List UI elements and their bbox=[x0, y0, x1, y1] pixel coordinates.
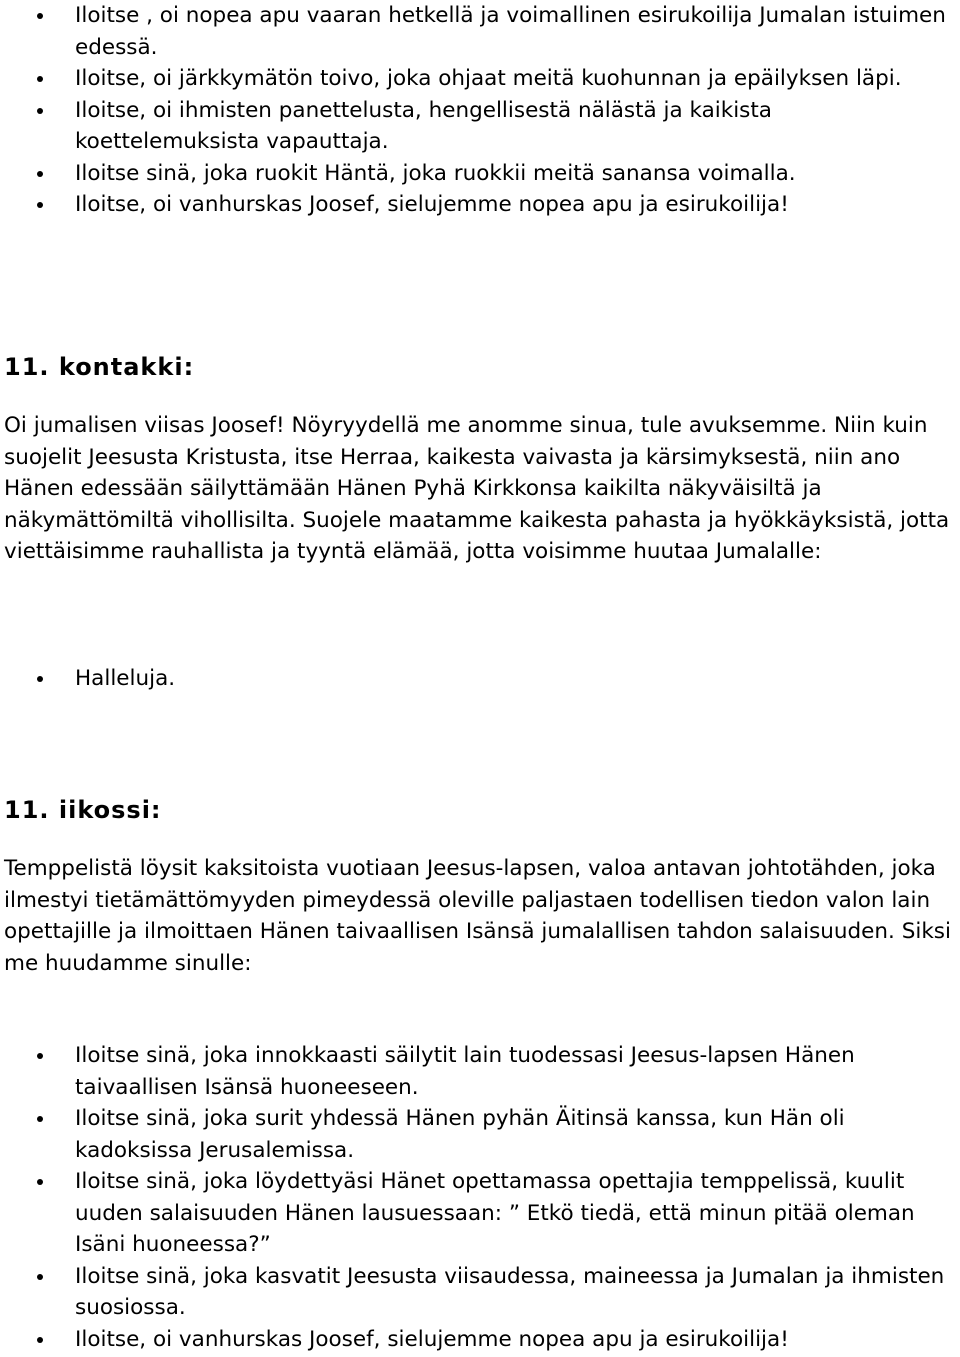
list-item: Iloitse sinä, joka surit yhdessä Hänen pyhän Äitinsä kanssa, kun Hän oli kadoksissa Jerusalemissa. bbox=[0, 1103, 960, 1166]
list-item: Halleluja. bbox=[0, 663, 960, 695]
list-item: Iloitse sinä, joka innokkaasti säilytit lain tuodessasi Jeesus-lapsen Hänen taivaallisen Isänsä huoneeseen. bbox=[0, 1040, 960, 1103]
ikossi-heading: 11. iikossi: bbox=[4, 796, 162, 824]
kontakki-paragraph: Oi jumalisen viisas Joosef! Nöyryydellä me anomme sinua, tule avuksemme. Niin kuin suojelit Jeesusta Kristusta, itse Herraa, kaikesta vaivasta ja kärsimyksestä, niin ano Hänen edessään säilyttämään Hänen Pyhä Kirkkonsa kaikilta näkyväisiltä ja näkymättömiltä vihollisilta. Suojele maatamme kaikesta pahasta ja hyökkäyksistä, jotta viettäisimme rauhallista ja tyyntä elämää, jotta voisimme huutaa Jumalalle: bbox=[4, 413, 950, 564]
list-item: Iloitse , oi nopea apu vaaran hetkellä ja voimallinen esirukoilija Jumalan istuimen edessä. bbox=[0, 0, 960, 63]
kontakki-heading: 11. kontakki: bbox=[4, 353, 195, 381]
list-item: Iloitse, oi vanhurskas Joosef, sielujemme nopea apu ja esirukoilija! bbox=[0, 189, 960, 221]
kontakki-refrain-list bbox=[0, 663, 960, 695]
ikossi-paragraph: Temppelistä löysit kaksitoista vuotiaan Jeesus-lapsen, valoa antavan johtotähden, joka ilmestyi tietämättömyyden pimeydessä oleville paljastaen todellisen tiedon valon lain opettajille ja ilmoittaen Hänen taivaallisen Isänsä jumalallisen tahdon salaisuuden. Siksi me huudamme sinulle: bbox=[4, 856, 951, 976]
list-item: Iloitse, oi ihmisten panettelusta, hengellisestä nälästä ja kaikista koettelemuksista vapauttaja. bbox=[0, 95, 960, 158]
top-bullet-list bbox=[0, 0, 960, 221]
list-item: Iloitse, oi vanhurskas Joosef, sielujemme nopea apu ja esirukoilija! bbox=[0, 1324, 960, 1356]
list-item: Iloitse, oi järkkymätön toivo, joka ohjaat meitä kuohunnan ja epäilyksen läpi. bbox=[0, 63, 960, 95]
list-item: Iloitse sinä, joka ruokit Häntä, joka ruokkii meitä sanansa voimalla. bbox=[0, 158, 960, 190]
list-item: Iloitse sinä, joka löydettyäsi Hänet opettamassa opettajia temppelissä, kuulit uuden salaisuuden Hänen lausuessaan: ” Etkö tiedä, että minun pitää oleman Isäni huoneessa?” bbox=[0, 1166, 960, 1261]
list-item: Iloitse sinä, joka kasvatit Jeesusta viisaudessa, maineessa ja Jumalan ja ihmisten suosiossa. bbox=[0, 1261, 960, 1324]
ikossi-bullet-list bbox=[0, 1040, 960, 1355]
